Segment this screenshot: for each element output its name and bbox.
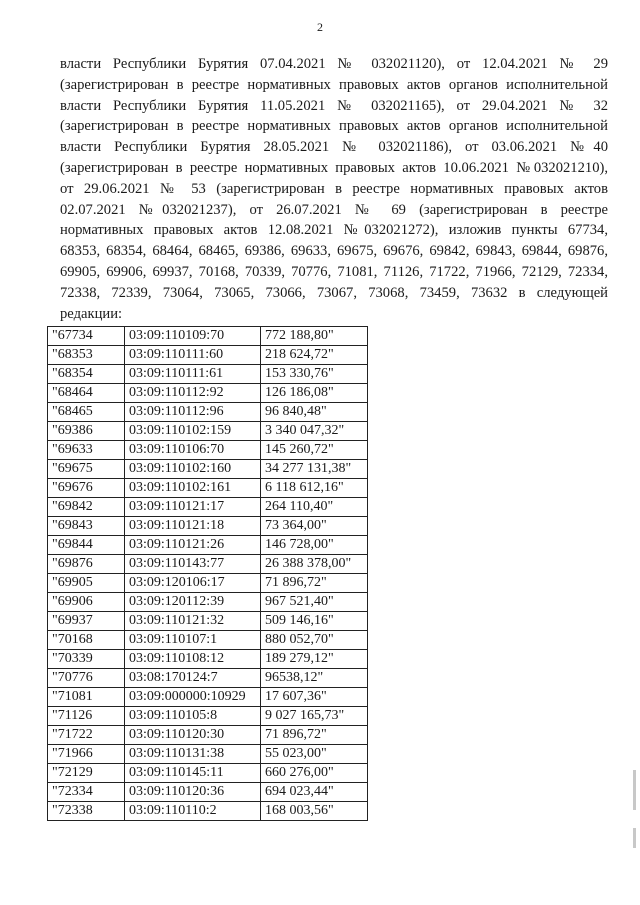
table-row <box>48 650 368 669</box>
page-number: 2 <box>317 20 323 34</box>
cadastral-number-cell: 03:09:120106:17 <box>125 574 261 593</box>
body-line: 02.07.2021 №032021237), от 26.07.2021 № 69 (зарегистрирован в реестре <box>60 201 608 218</box>
cadastral-number-cell: 03:09:110131:38 <box>125 745 261 764</box>
cadastral-value-cell: 34 277 131,38" <box>261 460 368 479</box>
cadastral-value-cell: 218 624,72" <box>261 346 368 365</box>
item-number-cell: "71081 <box>48 688 125 707</box>
cadastral-number-cell: 03:09:110112:92 <box>125 384 261 403</box>
item-number-cell: "70168 <box>48 631 125 650</box>
body-line: власти Республики Бурятия 28.05.2021 № 032021186), от 03.06.2021 №40 <box>60 139 608 156</box>
cadastral-value-cell: 153 330,76" <box>261 365 368 384</box>
cadastral-number-cell: 03:09:110120:30 <box>125 726 261 745</box>
cadastral-value-cell: 96538,12" <box>261 669 368 688</box>
cadastral-value-cell: 772 188,80" <box>261 327 368 346</box>
table-row <box>48 688 368 707</box>
cadastral-number-cell: 03:09:110120:36 <box>125 783 261 802</box>
item-number-cell: "71966 <box>48 745 125 764</box>
item-number-cell: "67734 <box>48 327 125 346</box>
land-plot-table <box>47 326 368 821</box>
cadastral-number-cell: 03:09:110121:26 <box>125 536 261 555</box>
table-row <box>48 555 368 574</box>
cadastral-value-cell: 73 364,00" <box>261 517 368 536</box>
table-body <box>48 327 368 821</box>
cadastral-number-cell: 03:09:110121:32 <box>125 612 261 631</box>
item-number-cell: "69906 <box>48 593 125 612</box>
cadastral-value-cell: 6 118 612,16" <box>261 479 368 498</box>
table-row <box>48 726 368 745</box>
table-row <box>48 460 368 479</box>
cadastral-number-cell: 03:09:110109:70 <box>125 327 261 346</box>
table-row <box>48 441 368 460</box>
cadastral-value-cell: 264 110,40" <box>261 498 368 517</box>
table-row <box>48 403 368 422</box>
cadastral-number-cell: 03:09:110143:77 <box>125 555 261 574</box>
table-row <box>48 536 368 555</box>
table-row <box>48 707 368 726</box>
body-line: (зарегистрирован в реестре нормативных правовых актов органов исполнительной <box>60 118 608 135</box>
item-number-cell: "69633 <box>48 441 125 460</box>
scan-edge-mark <box>633 770 636 810</box>
item-number-cell: "69676 <box>48 479 125 498</box>
cadastral-number-cell: 03:09:120112:39 <box>125 593 261 612</box>
item-number-cell: "68353 <box>48 346 125 365</box>
cadastral-number-cell: 03:08:170124:7 <box>125 669 261 688</box>
item-number-cell: "69905 <box>48 574 125 593</box>
body-line: (зарегистрирован в реестре нормативных правовых актов органов исполнительной <box>60 76 608 93</box>
item-number-cell: "69843 <box>48 517 125 536</box>
table-row <box>48 384 368 403</box>
body-line: (зарегистрирован в реестре нормативных правовых актов 10.06.2021 №032021210), <box>60 159 608 176</box>
cadastral-value-cell: 17 607,36" <box>261 688 368 707</box>
cadastral-number-cell: 03:09:110102:159 <box>125 422 261 441</box>
body-paragraph <box>60 54 608 324</box>
body-line: 72338, 72339, 73064, 73065, 73066, 73067, 73068, 73459, 73632 в следующей <box>60 284 608 301</box>
cadastral-number-cell: 03:09:110107:1 <box>125 631 261 650</box>
cadastral-value-cell: 9 027 165,73" <box>261 707 368 726</box>
cadastral-value-cell: 96 840,48" <box>261 403 368 422</box>
table-row <box>48 365 368 384</box>
table-row <box>48 422 368 441</box>
cadastral-number-cell: 03:09:110121:18 <box>125 517 261 536</box>
cadastral-number-cell: 03:09:110111:61 <box>125 365 261 384</box>
item-number-cell: "68354 <box>48 365 125 384</box>
table-row <box>48 631 368 650</box>
cadastral-value-cell: 71 896,72" <box>261 726 368 745</box>
cadastral-value-cell: 168 003,56" <box>261 802 368 821</box>
cadastral-number-cell: 03:09:110106:70 <box>125 441 261 460</box>
table-row <box>48 764 368 783</box>
table-row <box>48 802 368 821</box>
body-line: редакции: <box>60 305 123 322</box>
table-row <box>48 574 368 593</box>
table-row <box>48 479 368 498</box>
item-number-cell: "72129 <box>48 764 125 783</box>
cadastral-number-cell: 03:09:110102:161 <box>125 479 261 498</box>
body-line: 69905, 69906, 69937, 70168, 70339, 70776, 71081, 71126, 71722, 71966, 72129, 72334, <box>60 263 608 280</box>
cadastral-number-cell: 03:09:110145:11 <box>125 764 261 783</box>
cadastral-value-cell: 55 023,00" <box>261 745 368 764</box>
item-number-cell: "69386 <box>48 422 125 441</box>
body-line: власти Республики Бурятия 11.05.2021 № 032021165), от 29.04.2021 № 32 <box>60 97 608 114</box>
item-number-cell: "70339 <box>48 650 125 669</box>
table-row <box>48 593 368 612</box>
scan-edge-mark <box>633 828 636 848</box>
cadastral-value-cell: 880 052,70" <box>261 631 368 650</box>
cadastral-value-cell: 146 728,00" <box>261 536 368 555</box>
item-number-cell: "72334 <box>48 783 125 802</box>
item-number-cell: "69675 <box>48 460 125 479</box>
table-row <box>48 498 368 517</box>
item-number-cell: "69876 <box>48 555 125 574</box>
cadastral-number-cell: 03:09:110105:8 <box>125 707 261 726</box>
cadastral-value-cell: 694 023,44" <box>261 783 368 802</box>
cadastral-value-cell: 189 279,12" <box>261 650 368 669</box>
cadastral-number-cell: 03:09:110102:160 <box>125 460 261 479</box>
table-row <box>48 612 368 631</box>
cadastral-value-cell: 660 276,00" <box>261 764 368 783</box>
cadastral-number-cell: 03:09:110111:60 <box>125 346 261 365</box>
cadastral-number-cell: 03:09:110108:12 <box>125 650 261 669</box>
item-number-cell: "71722 <box>48 726 125 745</box>
item-number-cell: "69844 <box>48 536 125 555</box>
cadastral-value-cell: 967 521,40" <box>261 593 368 612</box>
cadastral-value-cell: 3 340 047,32" <box>261 422 368 441</box>
item-number-cell: "70776 <box>48 669 125 688</box>
table-row <box>48 783 368 802</box>
body-line: нормативных правовых актов 12.08.2021 №032021272), изложив пункты 67734, <box>60 222 608 239</box>
body-line: 68353, 68354, 68464, 68465, 69386, 69633, 69675, 69676, 69842, 69843, 69844, 69876, <box>60 243 608 260</box>
cadastral-value-cell: 509 146,16" <box>261 612 368 631</box>
item-number-cell: "69937 <box>48 612 125 631</box>
cadastral-number-cell: 03:09:110112:96 <box>125 403 261 422</box>
cadastral-value-cell: 26 388 378,00" <box>261 555 368 574</box>
table-row <box>48 669 368 688</box>
table-row <box>48 346 368 365</box>
item-number-cell: "72338 <box>48 802 125 821</box>
cadastral-value-cell: 71 896,72" <box>261 574 368 593</box>
table-row <box>48 745 368 764</box>
cadastral-value-cell: 145 260,72" <box>261 441 368 460</box>
body-line: власти Республики Бурятия 07.04.2021 № 032021120), от 12.04.2021 № 29 <box>60 56 608 72</box>
cadastral-value-cell: 126 186,08" <box>261 384 368 403</box>
cadastral-number-cell: 03:09:110110:2 <box>125 802 261 821</box>
cadastral-number-cell: 03:09:110121:17 <box>125 498 261 517</box>
item-number-cell: "69842 <box>48 498 125 517</box>
body-line: от 29.06.2021 № 53 (зарегистрирован в реестре нормативных правовых актов <box>60 180 608 197</box>
item-number-cell: "68465 <box>48 403 125 422</box>
item-number-cell: "68464 <box>48 384 125 403</box>
table-row <box>48 517 368 536</box>
item-number-cell: "71126 <box>48 707 125 726</box>
table-row <box>48 327 368 346</box>
cadastral-number-cell: 03:09:000000:10929 <box>125 688 261 707</box>
